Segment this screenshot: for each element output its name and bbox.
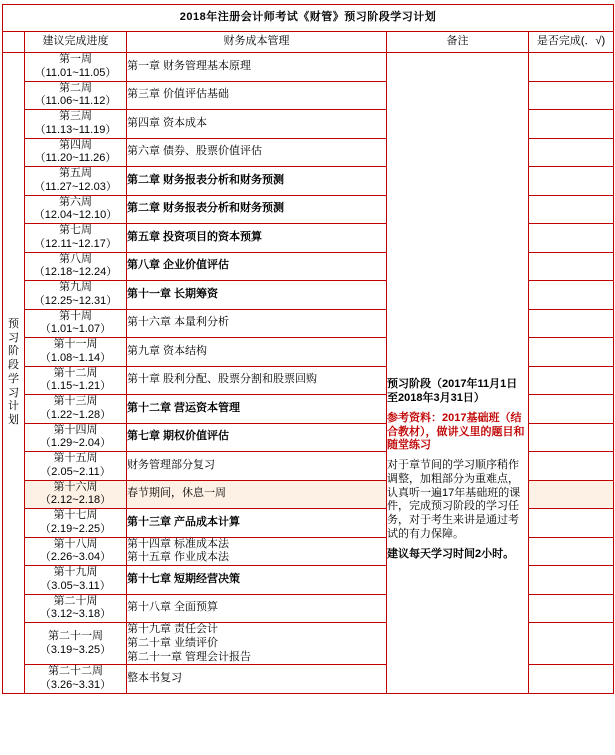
chapter-line: 第三章 价值评估基础 xyxy=(127,88,230,101)
week-number: 第十四周 xyxy=(53,423,98,436)
study-plan-table xyxy=(2,4,614,694)
done-checkbox-cell[interactable] xyxy=(529,366,614,395)
done-checkbox-cell[interactable] xyxy=(529,452,614,481)
week-cell xyxy=(25,566,127,595)
week-cell xyxy=(25,110,127,139)
chapter-cell xyxy=(127,665,387,694)
remark-block: 建议每天学习时间2小时。 xyxy=(387,547,515,560)
week-date-range: （12.25~12.31） xyxy=(33,294,118,307)
chapter-cell xyxy=(127,81,387,110)
chapter-line: 第六章 债券、股票价值评估 xyxy=(127,145,263,158)
done-checkbox-cell[interactable] xyxy=(529,623,614,665)
week-number: 第二十周 xyxy=(53,594,98,607)
week-number: 第二十一周 xyxy=(48,629,103,642)
week-date-range: （11.27~12.03） xyxy=(34,180,117,193)
done-checkbox-cell[interactable] xyxy=(529,566,614,595)
chapter-cell xyxy=(127,366,387,395)
done-checkbox-cell[interactable] xyxy=(529,423,614,452)
week-number: 第六周 xyxy=(59,195,92,208)
chapter-line: 第八章 企业价值评估 xyxy=(127,259,230,272)
done-checkbox-cell[interactable] xyxy=(529,167,614,196)
done-checkbox-cell[interactable] xyxy=(529,338,614,367)
week-date-range: （12.11~12.17） xyxy=(34,237,117,250)
week-cell xyxy=(25,281,127,310)
week-date-range: （3.05~3.11） xyxy=(40,579,111,592)
chapter-cell xyxy=(127,623,387,665)
chapter-cell xyxy=(127,138,387,167)
chapter-cell xyxy=(127,252,387,281)
week-cell xyxy=(25,167,127,196)
week-number: 第十八周 xyxy=(53,537,98,550)
title-row xyxy=(3,5,614,32)
week-number: 第一周 xyxy=(59,53,92,65)
remark-block: 预习阶段（2017年11月1日至2018年3月31日） xyxy=(387,378,518,405)
chapter-line: 第九章 资本结构 xyxy=(127,344,208,357)
chapter-cell xyxy=(127,309,387,338)
chapter-line: 春节期间，休息一周 xyxy=(127,487,226,500)
week-cell xyxy=(25,537,127,566)
week-date-range: （11.13~11.19） xyxy=(34,123,117,136)
header-row xyxy=(3,32,614,53)
done-checkbox-cell[interactable] xyxy=(529,537,614,566)
chapter-cell xyxy=(127,452,387,481)
week-cell xyxy=(25,195,127,224)
chapter-line: 第十一章 长期筹资 xyxy=(127,287,219,300)
done-checkbox-cell[interactable] xyxy=(529,594,614,623)
week-date-range: （11.06~11.12） xyxy=(34,95,117,108)
week-date-range: （1.29~2.04） xyxy=(39,437,112,450)
week-date-range: （3.26~3.31） xyxy=(39,679,112,691)
week-number: 第十三周 xyxy=(53,395,98,407)
done-checkbox-cell[interactable] xyxy=(529,53,614,82)
week-cell xyxy=(25,395,127,424)
week-date-range: （2.19~2.25） xyxy=(39,522,112,535)
chapter-cell xyxy=(127,395,387,424)
chapter-line: 第二十一章 管理会计报告 xyxy=(127,650,252,663)
chapter-cell xyxy=(127,423,387,452)
week-date-range: （1.15~1.21） xyxy=(39,380,112,393)
header-corner xyxy=(3,32,25,53)
week-cell xyxy=(25,252,127,281)
week-cell xyxy=(25,480,127,509)
week-number: 第三周 xyxy=(59,110,92,122)
done-checkbox-cell[interactable] xyxy=(529,81,614,110)
done-checkbox-cell[interactable] xyxy=(529,195,614,224)
chapter-cell xyxy=(127,195,387,224)
done-checkbox-cell[interactable] xyxy=(529,480,614,509)
week-date-range: （1.22~1.28） xyxy=(39,408,112,421)
chapter-line: 第十八章 全面预算 xyxy=(127,601,219,614)
done-checkbox-cell[interactable] xyxy=(529,110,614,139)
week-cell xyxy=(25,81,127,110)
week-cell xyxy=(25,224,127,253)
header-done: 是否完成(．√) xyxy=(529,32,614,53)
worksheet xyxy=(0,4,615,755)
week-number: 第十一周 xyxy=(53,338,98,350)
week-date-range: （3.19~3.25） xyxy=(39,643,112,656)
chapter-line: 第二章 财务报表分析和财务预测 xyxy=(127,173,285,186)
week-cell xyxy=(25,509,127,538)
done-checkbox-cell[interactable] xyxy=(529,309,614,338)
chapter-cell xyxy=(127,53,387,82)
week-cell xyxy=(25,309,127,338)
week-cell xyxy=(25,53,127,82)
done-checkbox-cell[interactable] xyxy=(529,224,614,253)
week-date-range: （11.20~11.26） xyxy=(34,152,117,165)
header-progress: 建议完成进度 xyxy=(25,32,127,53)
chapter-cell xyxy=(127,537,387,566)
chapter-line: 第十七章 短期经营决策 xyxy=(127,572,241,585)
header-remarks: 备注 xyxy=(387,32,529,53)
week-cell xyxy=(25,138,127,167)
week-number: 第十五周 xyxy=(53,452,98,464)
chapter-line: 第四章 资本成本 xyxy=(127,116,208,129)
chapter-line: 整本书复习 xyxy=(127,672,182,685)
week-cell xyxy=(25,366,127,395)
chapter-cell xyxy=(127,110,387,139)
chapter-line: 第十九章 责任会计 xyxy=(127,623,219,635)
week-cell xyxy=(25,452,127,481)
chapter-line: 第五章 投资项目的资本预算 xyxy=(127,230,263,243)
week-date-range: （3.12~3.18） xyxy=(39,608,112,621)
week-number: 第五周 xyxy=(59,167,92,179)
chapter-cell xyxy=(127,566,387,595)
done-checkbox-cell[interactable] xyxy=(529,395,614,424)
week-date-range: （1.08~1.14） xyxy=(39,351,112,364)
week-number: 第十周 xyxy=(59,309,92,322)
chapter-line: 第十五章 作业成本法 xyxy=(127,551,230,564)
chapter-line: 第十章 股利分配、股票分割和股票回购 xyxy=(127,373,318,386)
chapter-cell xyxy=(127,338,387,367)
remarks-cell xyxy=(387,53,529,694)
chapter-cell xyxy=(127,509,387,538)
stage-side-label: 预 习 阶 段 学 习 计 划 xyxy=(3,53,25,694)
week-date-range: （11.01~11.05） xyxy=(34,66,117,79)
chapter-cell xyxy=(127,594,387,623)
week-number: 第八周 xyxy=(59,252,92,265)
remark-block: 参考资料：2017基础班（结合教材），做讲义里的题目和随堂练习 xyxy=(387,411,525,452)
header-subject: 财务成本管理 xyxy=(127,32,387,53)
chapter-line: 第十四章 标准成本法 xyxy=(127,537,230,550)
week-date-range: （12.18~12.24） xyxy=(33,266,118,279)
week-number: 第十七周 xyxy=(53,509,98,521)
chapter-line: 第一章 财务管理基本原理 xyxy=(127,59,252,72)
week-date-range: （2.12~2.18） xyxy=(39,494,112,507)
chapter-line: 财务管理部分复习 xyxy=(127,458,215,471)
week-cell xyxy=(25,594,127,623)
chapter-cell xyxy=(127,281,387,310)
done-checkbox-cell[interactable] xyxy=(529,509,614,538)
week-cell xyxy=(25,665,127,694)
chapter-line: 第十三章 产品成本计算 xyxy=(127,515,241,528)
done-checkbox-cell[interactable] xyxy=(529,252,614,281)
chapter-cell xyxy=(127,480,387,509)
week-number: 第十二周 xyxy=(53,366,98,379)
week-number: 第十九周 xyxy=(53,566,98,578)
chapter-line: 第七章 期权价值评估 xyxy=(127,430,230,443)
week-number: 第九周 xyxy=(59,281,92,293)
chapter-cell xyxy=(127,224,387,253)
week-date-range: （12.04~12.10） xyxy=(33,209,118,222)
done-checkbox-cell[interactable] xyxy=(529,281,614,310)
remark-block: 对于章节间的学习顺序稍作调整，加粗部分为重难点，认真听一遍17年基础班的课件，完成预习阶段的学习任务，对于考生来讲是通过考试的有力保障。 xyxy=(387,459,521,540)
week-cell xyxy=(25,423,127,452)
week-cell xyxy=(25,623,127,665)
week-cell xyxy=(25,338,127,367)
table-row xyxy=(3,53,614,82)
week-number: 第四周 xyxy=(59,138,92,151)
page-title: 2018年注册会计师考试《财管》预习阶段学习计划 xyxy=(3,5,614,32)
done-checkbox-cell[interactable] xyxy=(529,138,614,167)
week-number: 第二十二周 xyxy=(48,665,103,678)
chapter-line: 第二章 财务报表分析和财务预测 xyxy=(127,202,285,215)
done-checkbox-cell[interactable] xyxy=(529,665,614,694)
chapter-line: 第二十章 业绩评价 xyxy=(127,636,219,649)
week-date-range: （1.01~1.07） xyxy=(39,323,112,336)
chapter-cell xyxy=(127,167,387,196)
week-number: 第十六周 xyxy=(53,480,98,493)
chapter-line: 第十六章 本量利分析 xyxy=(127,316,230,329)
week-date-range: （2.26~3.04） xyxy=(39,551,112,564)
week-number: 第七周 xyxy=(59,224,92,236)
chapter-line: 第十二章 营运资本管理 xyxy=(127,401,241,414)
week-date-range: （2.05~2.11） xyxy=(40,465,111,478)
week-number: 第二周 xyxy=(59,81,92,94)
